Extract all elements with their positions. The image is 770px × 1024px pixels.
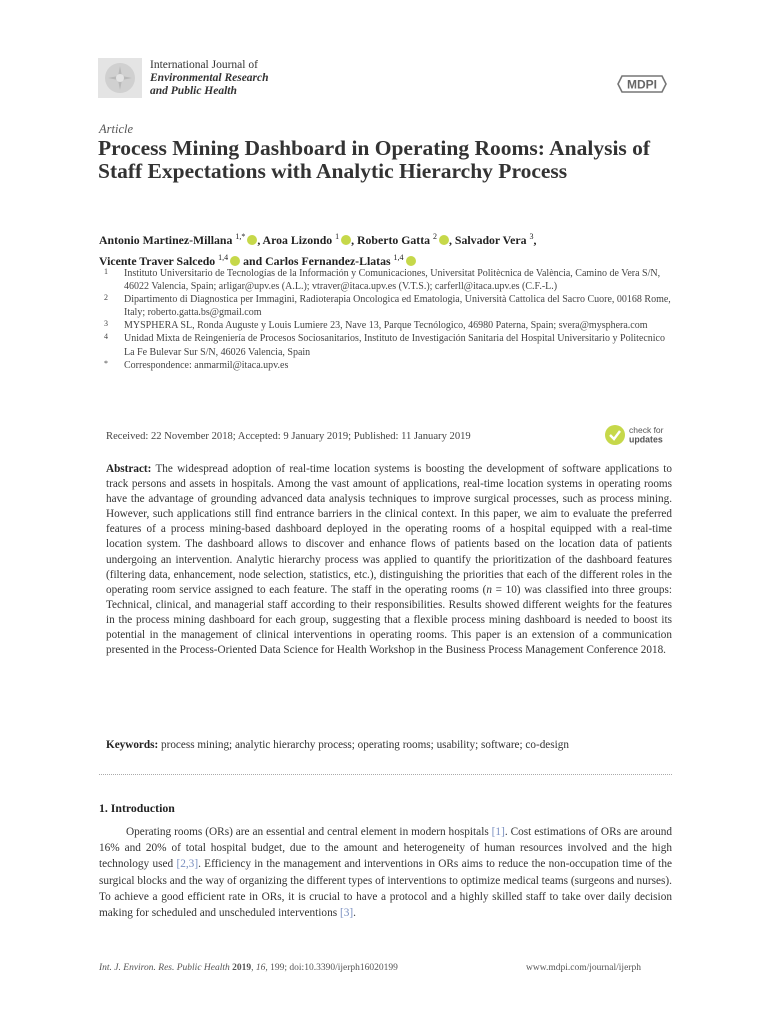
check-for-label: check for — [629, 425, 664, 435]
intro-text: . Cost estimations of ORs are around 16% and 20% of total hospital budget, due to the amount and heterogeneity of human resources involved and the high technology used — [99, 826, 673, 871]
author-5: Vicente Traver Salcedo — [99, 253, 216, 268]
keywords-label: Keywords: — [106, 739, 159, 751]
affiliation-text: MYSPHERA SL, Ronda Auguste y Louis Lumiere 23, Nave 13, Parque Tecnólogico, 46980 Paterna, Spain; svera@mysphera.com — [124, 320, 648, 332]
affiliation — [104, 319, 674, 332]
author-separator: , — [533, 232, 537, 247]
footer-url[interactable]: www.mdpi.com/journal/ijerph — [526, 963, 641, 973]
orcid-icon[interactable] — [439, 235, 449, 245]
affiliation-number: * — [104, 358, 108, 368]
author-4-affil: 3 — [529, 232, 534, 241]
orcid-icon[interactable] — [230, 256, 240, 266]
citation-link[interactable]: [3] — [339, 907, 354, 920]
orcid-icon[interactable] — [247, 235, 257, 245]
author-2: , Aroa Lizondo — [257, 232, 333, 247]
author-4: , Salvador Vera — [449, 232, 527, 247]
author-1: Antonio Martinez-Millana — [99, 232, 233, 247]
keywords-text: process mining; analytic hierarchy process; operating rooms; usability; software; co-design — [161, 739, 569, 751]
orcid-icon[interactable] — [406, 256, 416, 266]
section-heading: 1. Introduction — [99, 801, 175, 815]
affiliation — [104, 293, 674, 319]
affiliation — [104, 267, 674, 293]
footer-year: 2019 — [232, 963, 252, 973]
citation-link[interactable]: [2,3] — [176, 858, 199, 871]
abstract-text: The widespread adoption of real-time location systems is boosting the development of software applications to track persons and assets in hospitals. Among the vast amount of applications, real-time location systems in operating rooms have the advantage of grounding advanced data analysis techniques to improve surgical processes, such as process mining. However, such applications still find entrance barriers in the clinical context. In this paper, we aim to evaluate the preferred features of a process mining-based dashboard deployed in the operating rooms of a hospital equipped with a real-time location system. The dashboard allows to discover and enhance flows of patients based on the location data of patients undergoing an intervention. Analytic hierarchy process was applied to quantify the prioritization of the dashboard features (filtering data, enhancement, node selection, statistics, etc.), distinguishing the priorities that each of the different roles in the operating room service assigned to each feature. The staff in the operating rooms ( — [106, 463, 672, 596]
intro-text: Operating rooms (ORs) are an essential and central element in modern hospitals — [126, 826, 492, 838]
author-6-affil: 1,4 — [393, 252, 404, 262]
abstract-text-cont: = 10) was classified into three groups: Technical, clinical, and managerial staff according to their responsibilities. Results showed different weights for the features in the process mining dashboard for each group, suggesting that a flexible process mining dashboard is needed to boost its potential in the management of clinical interventions in operating rooms. This paper is an extension of a communication presented in the Process-Oriented Data Science for Health Workshop in the Business Process Management Conference 2018. — [106, 583, 672, 657]
footer-volume: 16 — [255, 963, 266, 973]
publication-dates: Received: 22 November 2018; Accepted: 9 January 2019; Published: 11 January 2019 — [106, 431, 471, 442]
journal-seal-icon — [98, 58, 142, 98]
footer-citation: Int. J. Environ. Res. Public Health 2019, 16, 199; doi:10.3390/ijerph16020199 — [99, 963, 398, 973]
affiliation-text: Dipartimento di Diagnostica per Immagini, Radioterapia Oncologica ed Ematologia, Università Cattolica del Sacro Cuore, 00168 Rome, Italy; roberto.gatta.bs@gmail.com — [124, 294, 671, 319]
author-1-affil: 1,* — [235, 232, 246, 241]
intro-text: . — [353, 907, 356, 920]
affiliation-number: 4 — [104, 332, 108, 342]
mdpi-logo-icon — [616, 72, 668, 96]
author-list — [99, 228, 674, 270]
abstract-label: Abstract: — [106, 463, 152, 475]
author-5-affil: 1,4 — [218, 252, 229, 262]
journal-name-line3: and Public Health — [150, 85, 237, 97]
affiliation-text: Instituto Universitario de Tecnologías de la Información y Comunicaciones, Universitat Politècnica de València, Camino de Vera S/N, 46022 Valencia, Spain; arligar@upv.es (A.L.); vtraver@itaca.upv.es (V.T.S.); carferll@itaca.upv.es (C.F.-L.) — [124, 268, 661, 293]
abstract-n-variable: n — [486, 583, 492, 596]
footer-journal: Int. J. Environ. Res. Public Health — [99, 963, 230, 973]
journal-name-line2: Environmental Research — [150, 72, 269, 84]
author-2-affil: 1 — [335, 232, 340, 241]
affiliation-number: 2 — [104, 293, 108, 303]
introduction-paragraph — [99, 824, 672, 921]
affiliation — [104, 332, 674, 358]
check-for-updates-icon[interactable] — [604, 424, 674, 446]
keywords — [106, 739, 672, 751]
page-title: Process Mining Dashboard in Operating Rooms: Analysis of Staff Expectations with Analytic Hierarchy Process — [98, 136, 651, 183]
footer-doi: , 199; doi:10.3390/ijerph16020199 — [265, 963, 398, 973]
orcid-icon[interactable] — [341, 235, 351, 245]
article-type: Article — [99, 122, 134, 136]
divider — [99, 774, 672, 775]
author-3-affil: 2 — [433, 232, 438, 241]
updates-label: updates — [629, 434, 663, 445]
author-6: and Carlos Fernandez-Llatas — [243, 253, 391, 268]
affiliation-number: 1 — [104, 267, 108, 276]
affiliation-text: Unidad Mixta de Reingeniería de Procesos Sociosanitarios, Instituto de Investigación Sanitaria del Hospital Universitario y Politecnico La Fe Bulevar Sur S/N, 46026 Valencia, Spain — [124, 333, 665, 358]
affiliation-number: 3 — [104, 319, 108, 329]
journal-name-line1: International Journal of — [150, 59, 258, 71]
abstract — [106, 462, 672, 658]
intro-text: . Efficiency in the management and interventions in ORs aims to reduce the non-occupation time of the surgical blocks and the way of organizing the different types of interventions to optimize medical teams (surgeons and nurses). To achieve a good efficient rate in ORs, it is crucial to have a protocol and a highly skilled staff to take over daily decision making for scheduled and unscheduled interventions — [99, 858, 672, 920]
affiliation-text: Correspondence: anmarmil@itaca.upv.es — [124, 359, 289, 371]
citation-link[interactable]: [1] — [491, 826, 505, 838]
journal-name — [150, 59, 269, 98]
author-3: , Roberto Gatta — [351, 232, 431, 247]
correspondence — [104, 359, 674, 372]
affiliations — [104, 267, 674, 372]
publisher-name: MDPI — [627, 77, 657, 92]
